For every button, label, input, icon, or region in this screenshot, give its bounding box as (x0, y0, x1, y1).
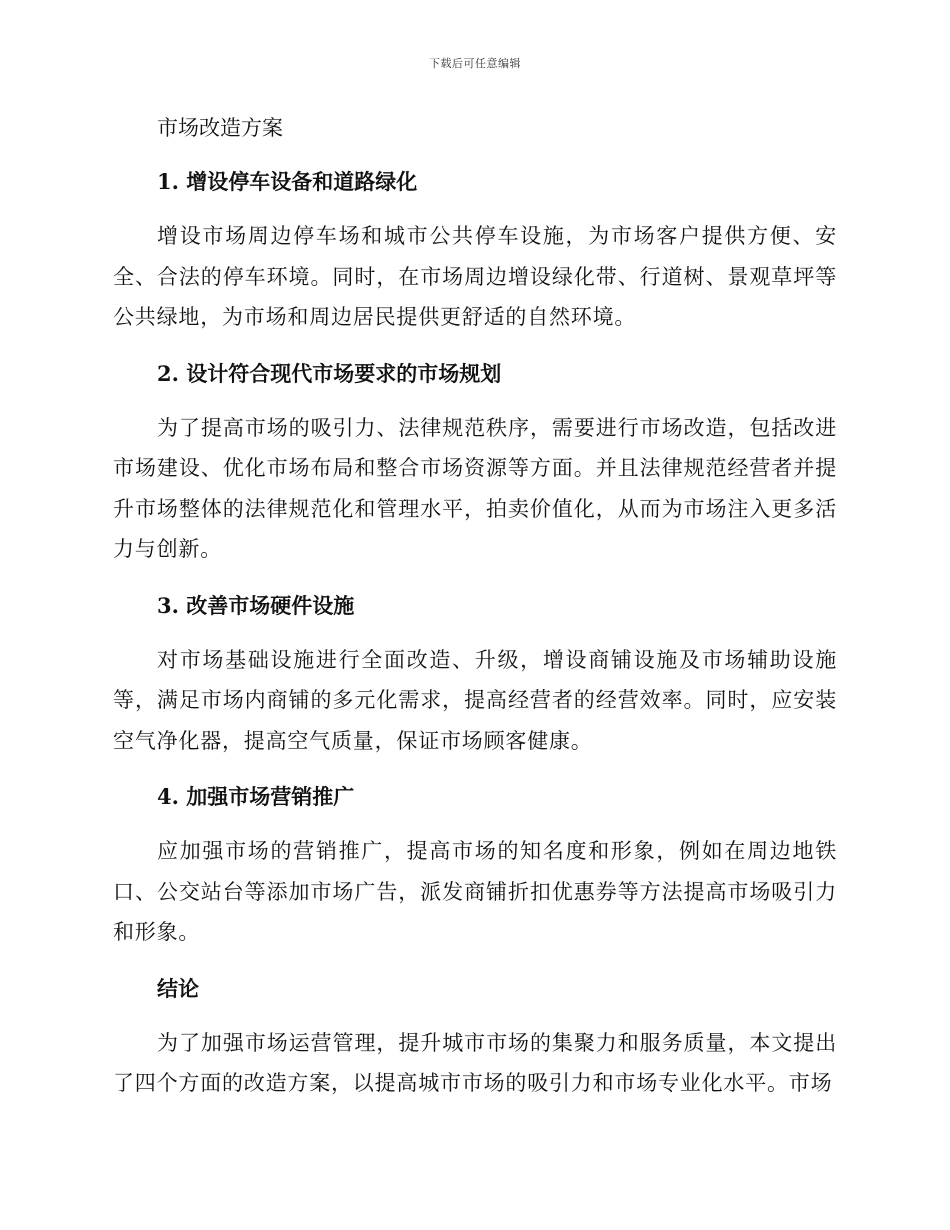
section-4-heading: 4. 加强市场营销推广 (157, 784, 355, 809)
section-1-heading: 1. 增设停车设备和道路绿化 (157, 169, 418, 194)
section-3-paragraph: 对市场基础设施进行全面改造、升级，增设商铺设施及市场辅助设施等，满足市场内商铺的多元化需求，提高经营者的经营效率。同时，应安装空气净化器，提高空气质量，保证市场顾客健康。 (113, 647, 837, 753)
section-2-paragraph: 为了提高市场的吸引力、法律规范秩序，需要进行市场改造，包括改进市场建设、优化市场布局和整合市场资源等方面。并且法律规范经营者并提升市场整体的法律规范化和管理水平，拍卖价值化，从而为市场注入更多活力与创新。 (113, 415, 837, 561)
conclusion-heading: 结论 (157, 975, 199, 1001)
document-body (113, 108, 837, 1104)
page-header-note: 下载后可任意编辑 (429, 57, 521, 70)
section-1-paragraph: 增设市场周边停车场和城市公共停车设施，为市场客户提供方便、安全、合法的停车环境。同时，在市场周边增设绿化带、行道树、景观草坪等公共绿地，为市场和周边居民提供更舒适的自然环境。 (113, 224, 837, 329)
section-2-heading: 2. 设计符合现代市场要求的市场规划 (157, 360, 502, 386)
conclusion-paragraph: 为了加强市场运营管理，提升城市市场的集聚力和服务质量，本文提出了四个方面的改造方案，以提高城市市场的吸引力和市场专业化水平。市场 (113, 1030, 837, 1095)
section-4-paragraph: 应加强市场的营销推广，提高市场的知名度和形象，例如在周边地铁口、公交站台等添加市场广告，派发商铺折扣优惠券等方法提高市场吸引力和形象。 (113, 839, 837, 944)
section-3-heading: 3. 改善市场硬件设施 (157, 592, 355, 618)
document-title: 市场改造方案 (157, 116, 283, 140)
